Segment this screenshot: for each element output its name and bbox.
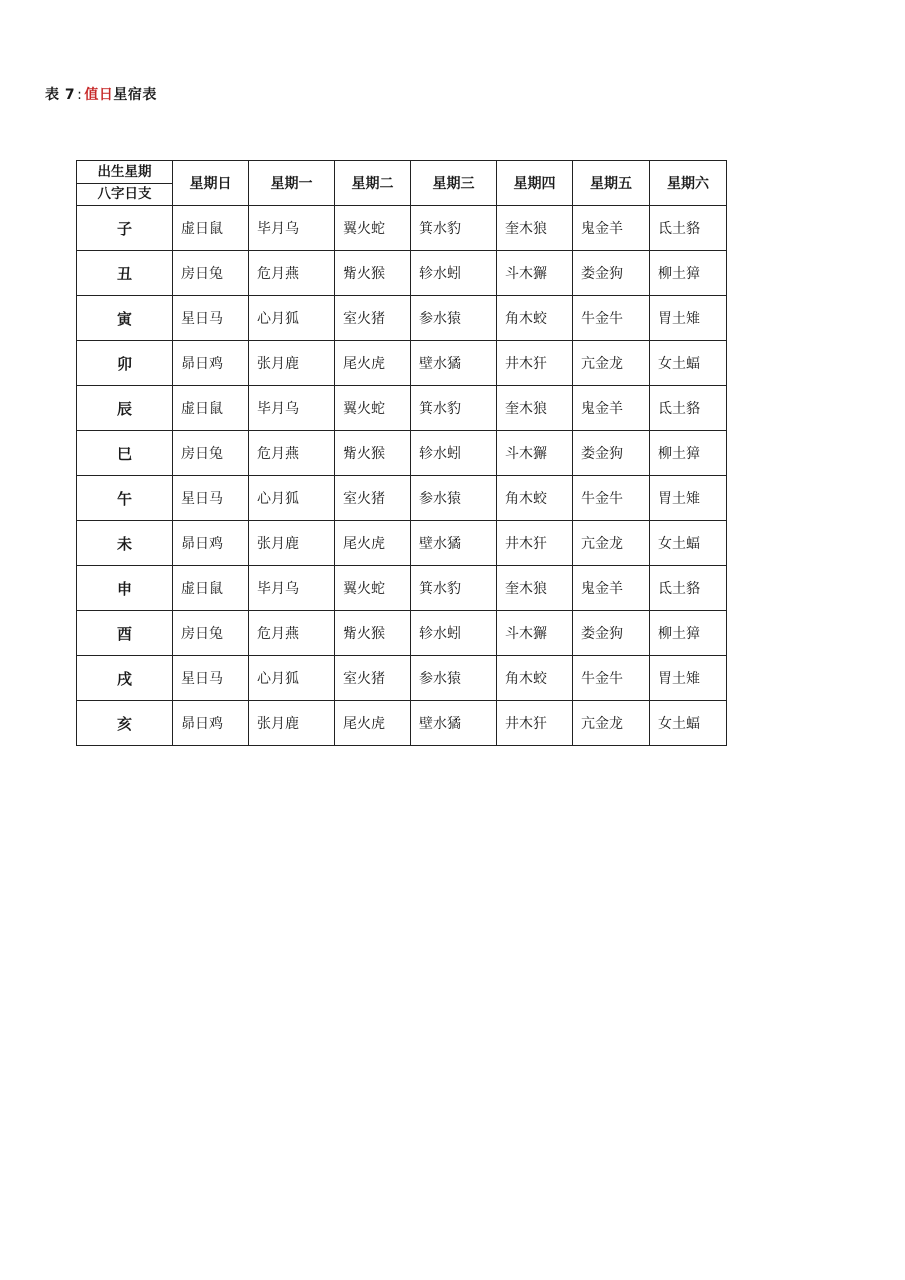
mansion-cell: 亢金龙 — [573, 521, 650, 566]
mansion-cell: 井木犴 — [497, 521, 573, 566]
table-row — [77, 341, 727, 386]
day-header: 星期六 — [650, 161, 727, 206]
mansion-cell: 井木犴 — [497, 341, 573, 386]
mansion-cell: 轸水蚓 — [411, 251, 497, 296]
day-header: 星期日 — [173, 161, 249, 206]
mansion-cell: 柳土獐 — [650, 431, 727, 476]
mansion-cell: 张月鹿 — [249, 521, 335, 566]
mansion-cell: 虚日鼠 — [173, 206, 249, 251]
branch-label: 申 — [77, 566, 173, 611]
mansion-cell: 斗木獬 — [497, 251, 573, 296]
corner-header — [77, 161, 173, 206]
mansion-cell: 参水猿 — [411, 296, 497, 341]
mansion-cell: 角木蛟 — [497, 476, 573, 521]
mansion-cell: 危月燕 — [249, 431, 335, 476]
mansion-cell: 房日兔 — [173, 611, 249, 656]
day-header: 星期二 — [335, 161, 411, 206]
mansion-cell: 翼火蛇 — [335, 566, 411, 611]
mansion-cell: 张月鹿 — [249, 341, 335, 386]
table-row — [77, 611, 727, 656]
mansion-cell: 虚日鼠 — [173, 566, 249, 611]
day-header: 星期四 — [497, 161, 573, 206]
mansion-cell: 房日兔 — [173, 431, 249, 476]
corner-bottom-label: 八字日支 — [97, 185, 152, 202]
mansion-cell: 娄金狗 — [573, 611, 650, 656]
mansion-cell: 井木犴 — [497, 701, 573, 746]
mansion-cell: 昴日鸡 — [173, 521, 249, 566]
mansion-cell: 房日兔 — [173, 251, 249, 296]
day-header: 星期五 — [573, 161, 650, 206]
mansion-cell: 尾火虎 — [335, 521, 411, 566]
caption-prefix: 表 7 — [45, 87, 76, 103]
branch-label: 巳 — [77, 431, 173, 476]
table-row — [77, 566, 727, 611]
mansion-cell: 亢金龙 — [573, 701, 650, 746]
mansion-cell: 箕水豹 — [411, 566, 497, 611]
mansion-cell: 壁水獝 — [411, 521, 497, 566]
mansion-cell: 参水猿 — [411, 476, 497, 521]
header-row — [77, 161, 727, 206]
mansion-cell: 室火猪 — [335, 296, 411, 341]
mansion-cell: 壁水獝 — [411, 341, 497, 386]
branch-label: 丑 — [77, 251, 173, 296]
table-row — [77, 656, 727, 701]
mansion-cell: 柳土獐 — [650, 251, 727, 296]
corner-top-label: 出生星期 — [77, 162, 172, 184]
mansion-cell: 翼火蛇 — [335, 386, 411, 431]
day-header: 星期三 — [411, 161, 497, 206]
mansion-cell: 心月狐 — [249, 656, 335, 701]
mansion-cell: 斗木獬 — [497, 611, 573, 656]
branch-label: 子 — [77, 206, 173, 251]
mansion-cell: 奎木狼 — [497, 566, 573, 611]
mansion-cell: 胃土雉 — [650, 656, 727, 701]
table-row — [77, 701, 727, 746]
table-row — [77, 476, 727, 521]
mansion-cell: 女土蝠 — [650, 521, 727, 566]
mansion-cell: 参水猿 — [411, 656, 497, 701]
mansion-cell: 柳土獐 — [650, 611, 727, 656]
mansion-cell: 昴日鸡 — [173, 341, 249, 386]
mansion-cell: 觜火猴 — [335, 251, 411, 296]
mansion-cell: 心月狐 — [249, 296, 335, 341]
mansion-cell: 牛金牛 — [573, 656, 650, 701]
mansion-cell: 箕水豹 — [411, 206, 497, 251]
mansion-cell: 室火猪 — [335, 476, 411, 521]
branch-label: 卯 — [77, 341, 173, 386]
mansion-cell: 牛金牛 — [573, 476, 650, 521]
mansion-cell: 氐土貉 — [650, 206, 727, 251]
mansion-cell: 鬼金羊 — [573, 386, 650, 431]
mansion-cell: 箕水豹 — [411, 386, 497, 431]
mansion-cell: 鬼金羊 — [573, 566, 650, 611]
mansion-cell: 毕月乌 — [249, 386, 335, 431]
mansion-cell: 室火猪 — [335, 656, 411, 701]
lunar-mansion-table — [76, 160, 727, 746]
mansion-cell: 尾火虎 — [335, 701, 411, 746]
mansion-cell: 毕月乌 — [249, 566, 335, 611]
mansion-cell: 女土蝠 — [650, 701, 727, 746]
branch-label: 亥 — [77, 701, 173, 746]
mansion-cell: 娄金狗 — [573, 431, 650, 476]
mansion-cell: 轸水蚓 — [411, 611, 497, 656]
branch-label: 酉 — [77, 611, 173, 656]
mansion-cell: 张月鹿 — [249, 701, 335, 746]
branch-label: 未 — [77, 521, 173, 566]
caption-suffix: 星宿表 — [113, 87, 157, 103]
mansion-cell: 星日马 — [173, 296, 249, 341]
mansion-cell: 鬼金羊 — [573, 206, 650, 251]
mansion-cell: 危月燕 — [249, 251, 335, 296]
caption-colon: : — [77, 87, 83, 103]
mansion-cell: 危月燕 — [249, 611, 335, 656]
table-row — [77, 206, 727, 251]
mansion-cell: 尾火虎 — [335, 341, 411, 386]
mansion-cell: 娄金狗 — [573, 251, 650, 296]
table-row — [77, 431, 727, 476]
table-caption — [45, 84, 157, 104]
mansion-cell: 氐土貉 — [650, 566, 727, 611]
mansion-cell: 壁水獝 — [411, 701, 497, 746]
mansion-cell: 胃土雉 — [650, 476, 727, 521]
mansion-cell: 觜火猴 — [335, 431, 411, 476]
branch-label: 辰 — [77, 386, 173, 431]
mansion-cell: 觜火猴 — [335, 611, 411, 656]
mansion-cell: 斗木獬 — [497, 431, 573, 476]
table-row — [77, 251, 727, 296]
mansion-cell: 虚日鼠 — [173, 386, 249, 431]
mansion-cell: 星日马 — [173, 656, 249, 701]
branch-label: 午 — [77, 476, 173, 521]
mansion-cell: 胃土雉 — [650, 296, 727, 341]
branch-label: 戌 — [77, 656, 173, 701]
table-row — [77, 521, 727, 566]
mansion-cell: 氐土貉 — [650, 386, 727, 431]
mansion-cell: 奎木狼 — [497, 386, 573, 431]
mansion-cell: 轸水蚓 — [411, 431, 497, 476]
mansion-cell: 角木蛟 — [497, 656, 573, 701]
day-header: 星期一 — [249, 161, 335, 206]
mansion-cell: 角木蛟 — [497, 296, 573, 341]
mansion-cell: 毕月乌 — [249, 206, 335, 251]
caption-highlight: 值日 — [84, 87, 114, 103]
mansion-cell: 星日马 — [173, 476, 249, 521]
mansion-cell: 亢金龙 — [573, 341, 650, 386]
mansion-cell: 翼火蛇 — [335, 206, 411, 251]
mansion-cell: 心月狐 — [249, 476, 335, 521]
mansion-cell: 女土蝠 — [650, 341, 727, 386]
mansion-cell: 牛金牛 — [573, 296, 650, 341]
table-row — [77, 296, 727, 341]
mansion-cell: 昴日鸡 — [173, 701, 249, 746]
table-row — [77, 386, 727, 431]
branch-label: 寅 — [77, 296, 173, 341]
mansion-cell: 奎木狼 — [497, 206, 573, 251]
